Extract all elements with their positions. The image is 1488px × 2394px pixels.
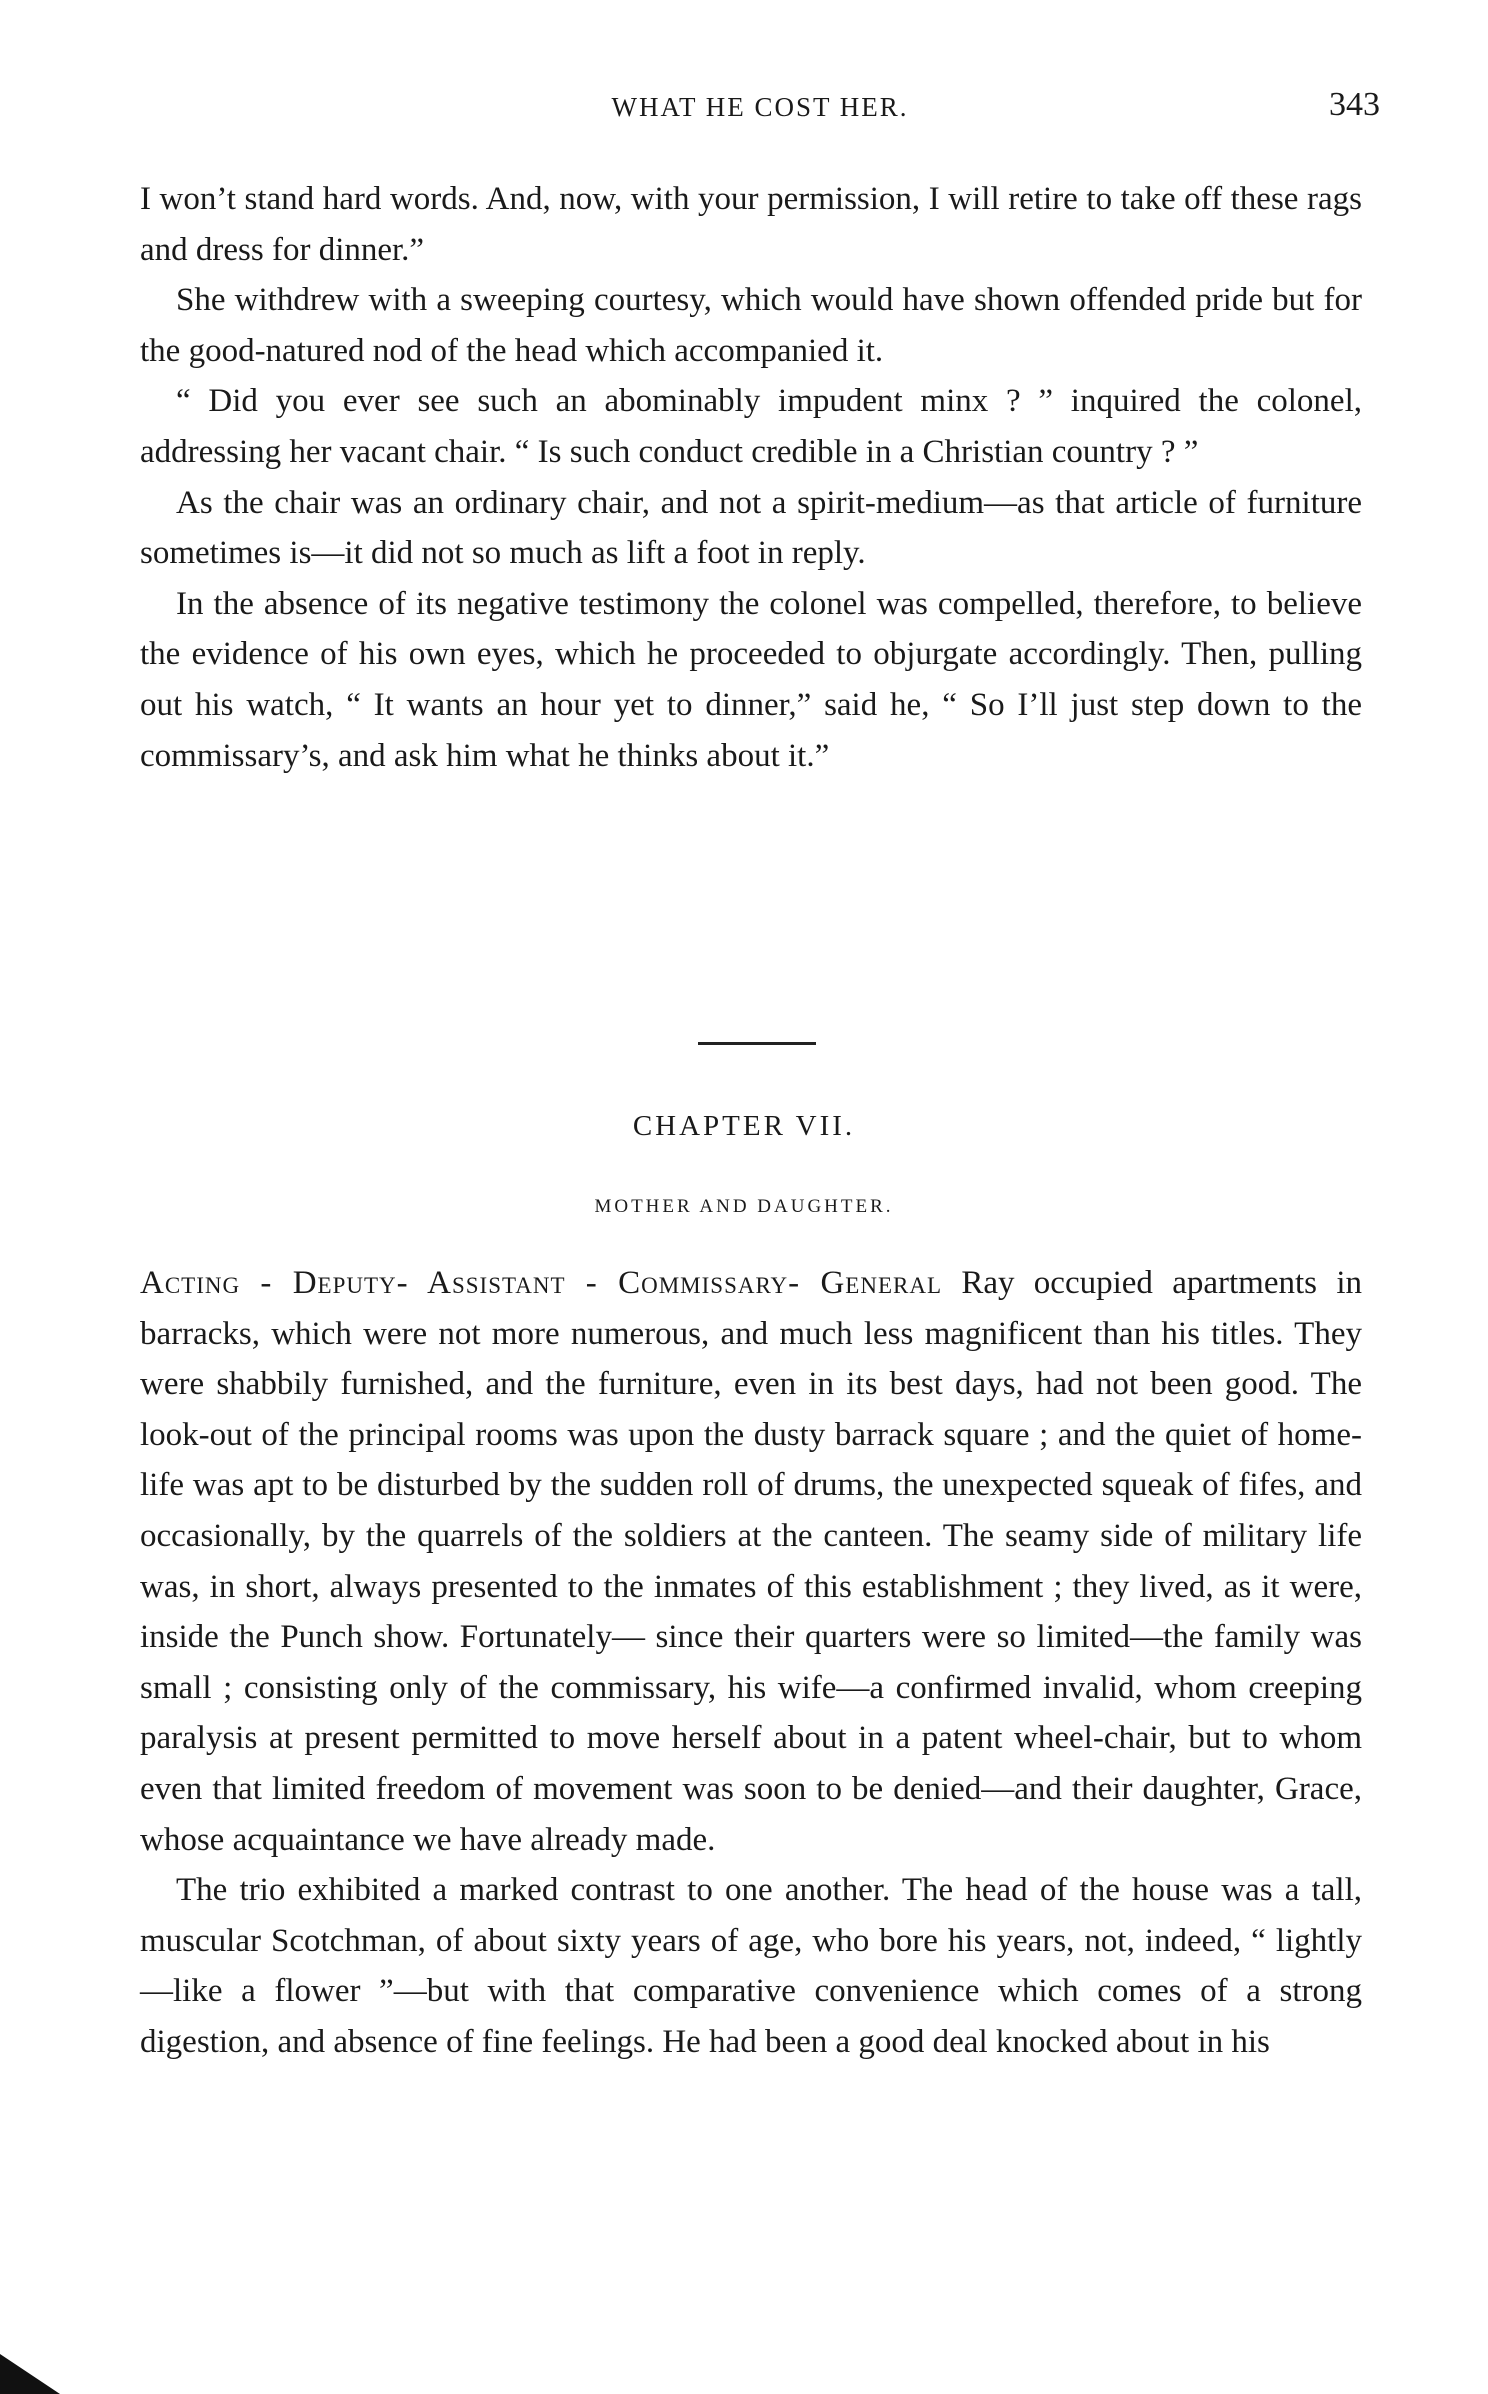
paragraph: The trio exhibited a marked contrast to one another. The head of the house was a tall, muscular Scotchman, of about sixty years of age, who bore his years, not, indeed, “ lightly—like a flower ”—but with that comparative convenience which comes of a strong digestion, and absence of fine feelings. He had been a good deal knocked about in his	[140, 1872, 1362, 2060]
opening-rest: Ray occupied apartments in barracks, which were not more numerous, and much less magnificent than his titles. They were shabbily furnished, and the furniture, even in its best days, had not been good. The look-out of the principal rooms was upon the dusty barrack square ; and the quiet of home-life was apt to be disturbed by the sudden roll of drums, the unexpected squeak of fifes, and occasionally, by the quarrels of the soldiers at the canteen. The seamy side of military life was, in short, always presented to the inmates of this establishment ; they lived, as it were, inside the Punch show. Fortunately— since their quarters were so limited—the family was small ; consisting only of the commissary, his wife—a confirmed invalid, whom creeping paralysis at present permitted to move herself about in a patent wheel-chair, but to whom even that limited freedom of movement was soon to be denied—and their daughter, Grace, whose acquaintance we have already made.	[140, 1265, 1362, 1858]
paragraph: I won’t stand hard words. And, now, with your permission, I will retire to take off these rags and dress for dinner.”	[140, 181, 1362, 268]
paragraph: She withdrew with a sweeping courtesy, which would have shown offended pride but for the good-natured nod of the head which accompanied it.	[140, 282, 1362, 369]
previous-chapter-text	[140, 174, 1362, 781]
chapter-text	[140, 1258, 1362, 2068]
paragraph: “ Did you ever see such an abominably impudent minx ? ” inquired the colonel, addressing her vacant chair. “ Is such conduct credible in a Christian country ? ”	[140, 383, 1362, 470]
paragraph: As the chair was an ordinary chair, and not a spirit-medium—as that article of furniture sometimes is—it did not so much as lift a foot in reply.	[140, 484, 1362, 572]
running-head	[140, 86, 1380, 132]
paragraph: In the absence of its negative testimony the colonel was compelled, therefore, to believe the evidence of his own eyes, which he proceeded to objurgate accordingly. Then, pulling out his watch, “ It wants an hour yet to dinner,” said he, “ So I’ll just step down to the commissary’s, and ask him what he thinks about it.”	[140, 585, 1362, 774]
chapter-subtitle: MOTHER AND DAUGHTER.	[594, 1196, 894, 1217]
chapter-title: CHAPTER VII.	[632, 1110, 856, 1142]
scan-corner-mark	[0, 2354, 60, 2394]
chapter-divider-rule	[698, 1042, 816, 1045]
opening-smallcaps: Acting - Deputy- Assistant - Commissary- General	[140, 1265, 943, 1301]
page-number: 343	[1329, 86, 1380, 123]
running-title: WHAT HE COST HER.	[611, 92, 909, 122]
paragraph	[140, 1258, 1362, 1865]
